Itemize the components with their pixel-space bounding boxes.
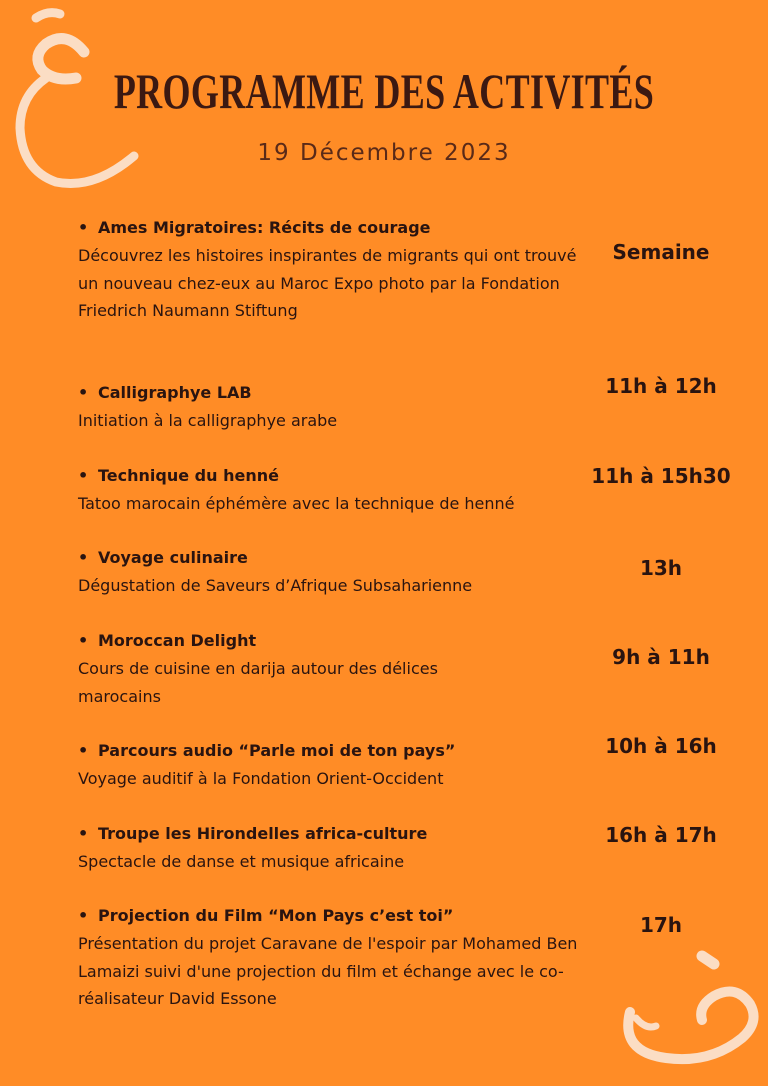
activity-time: 9h à 11h bbox=[612, 645, 710, 669]
activity-item bbox=[78, 374, 758, 435]
activity-title: • Technique du henné bbox=[78, 462, 758, 490]
activity-item bbox=[78, 544, 758, 600]
activity-title: • Ames Migratoires: Récits de courage bbox=[78, 214, 758, 242]
activity-description: Découvrez les histoires inspirantes de migrants qui ont trouvé un nouveau chez-eux au Maroc Expo photo par la Fondation Friedrich Naumann Stiftung bbox=[78, 246, 577, 320]
page-title: PROGRAMME DES ACTIVITÉS bbox=[113, 63, 655, 119]
activity-item bbox=[78, 734, 758, 793]
activity-time: 13h bbox=[639, 556, 683, 580]
activity-title: • Moroccan Delight bbox=[78, 627, 758, 655]
activity-item bbox=[78, 820, 758, 876]
activity-title: • Calligraphye LAB bbox=[78, 379, 758, 407]
activity-description: Cours de cuisine en darija autour des délices marocains bbox=[78, 659, 438, 706]
activity-item bbox=[78, 462, 758, 518]
activity-time: 11h à 15h30 bbox=[591, 464, 731, 488]
activity-description: Spectacle de danse et musique africaine bbox=[78, 852, 405, 871]
activity-description: Initiation à la calligraphye arabe bbox=[78, 411, 338, 430]
activity-time: 17h bbox=[639, 913, 683, 937]
activity-description: Voyage auditif à la Fondation Orient-Occident bbox=[78, 769, 444, 788]
activity-time: Semaine bbox=[612, 240, 710, 264]
activity-description: Présentation du projet Caravane de l'espoir par Mohamed Ben Lamaizi suivi d'une projection du film et échange avec le co-réalisateur David Essone bbox=[78, 934, 578, 1008]
activity-item bbox=[78, 214, 758, 325]
activity-item bbox=[78, 902, 758, 1013]
activity-description: Tatoo marocain éphémère avec la technique de henné bbox=[78, 494, 515, 513]
activity-title: • Voyage culinaire bbox=[78, 544, 758, 572]
activity-description: Dégustation de Saveurs d’Afrique Subsaharienne bbox=[78, 576, 473, 595]
activity-time: 16h à 17h bbox=[605, 823, 717, 847]
event-date: 19 Décembre 2023 bbox=[257, 140, 511, 166]
activity-title: • Projection du Film “Mon Pays c’est toi” bbox=[78, 902, 758, 930]
activity-title: • Parcours audio “Parle moi de ton pays” bbox=[78, 737, 758, 765]
activity-time: 10h à 16h bbox=[605, 734, 717, 758]
activity-time: 11h à 12h bbox=[605, 374, 717, 398]
activity-title: • Troupe les Hirondelles africa-culture bbox=[78, 820, 758, 848]
activity-item bbox=[78, 627, 758, 710]
